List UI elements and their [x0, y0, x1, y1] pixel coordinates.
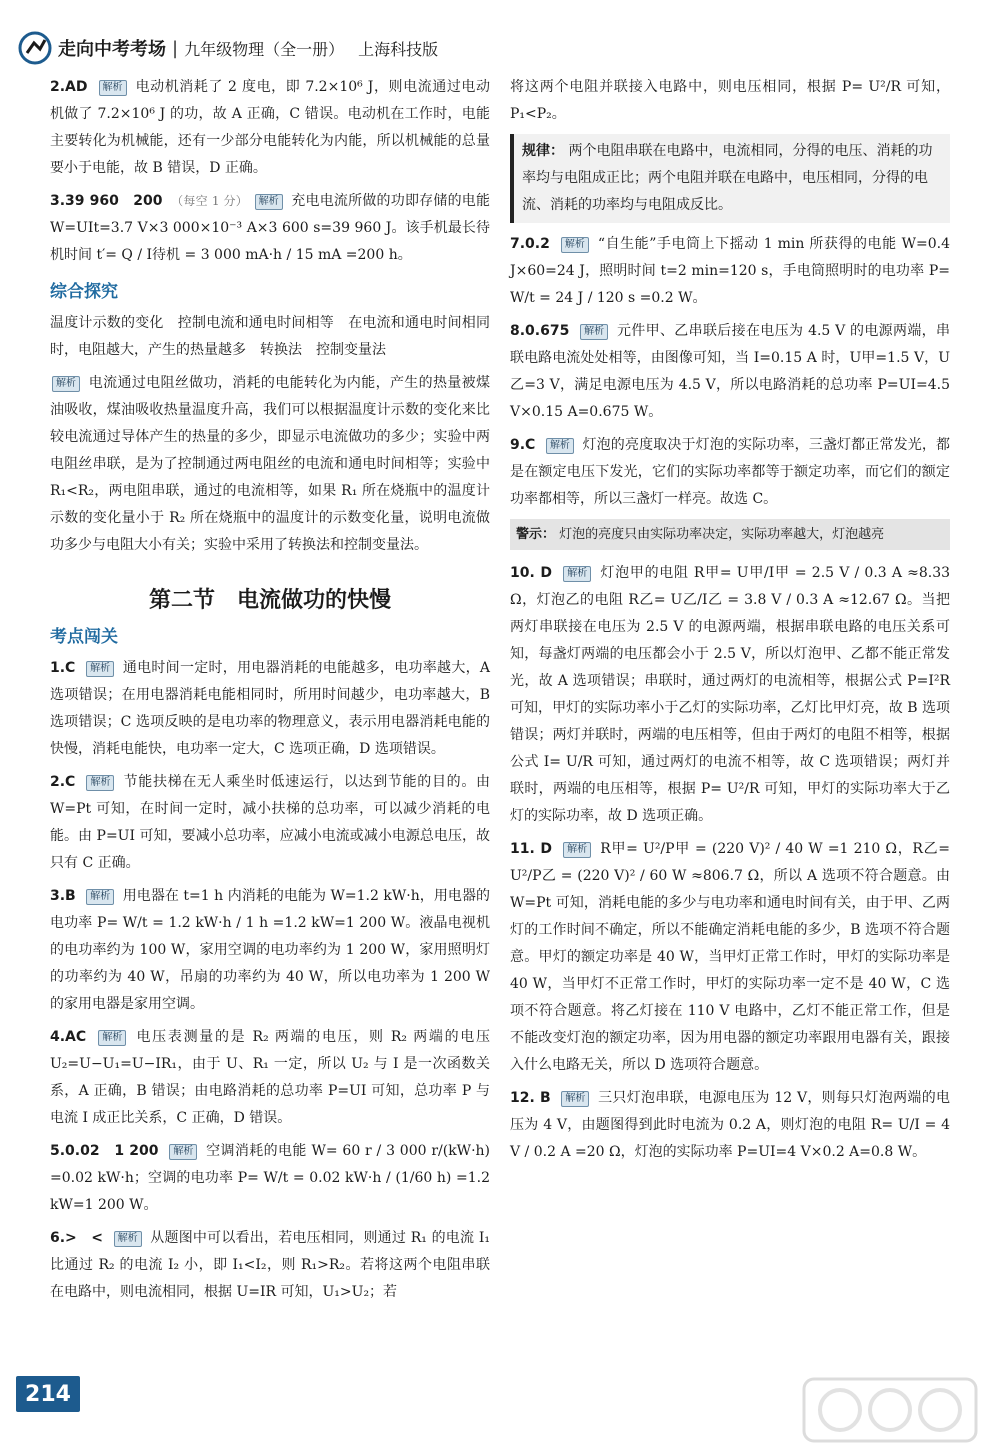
- answer-item: 10. D 解析 灯泡甲的电阻 R甲= U甲/I甲 = 2.5 V / 0.3 A ≈8.33 Ω，灯泡乙的电阻 R乙= U乙/I乙 = 3.8 V / 0.3 A ≈12.67 Ω。当把两灯串联接在电压为 2.5 V 的电源两端，根据串联电路的电压关系可知，每盏灯两端的电压都会小于 2.5 V，所以灯泡甲、乙都不能正常发光，故 A 选项错误；串联时，通过两灯的电流相等，根据公式 P=I²R 可知，甲灯的实际功率小于乙灯的实际功率，乙灯比甲灯亮，故 B 选项错误；两灯并联时，两端的电压相等，但由于两灯的电阻不相等，根据公式 I= U/R 可知，通过两灯的电流不相等，故 C 选项错误；两灯并联时，两端的电压相等，根据 P= U²/R 可知，甲灯的实际功率大于乙灯的实际功率，故 D 选项正确。: [510, 565, 951, 824]
- analysis-badge: 解析: [114, 1231, 142, 1247]
- analysis-badge: 解析: [98, 1030, 126, 1046]
- rule-box: [510, 134, 950, 223]
- analysis-badge: 解析: [255, 194, 283, 210]
- answer-item: 8.0.675 解析 元件甲、乙串联后接在电压为 4.5 V 的电源两端，串联电路电流处处相等，由图像可知，当 I=0.15 A 时，U甲=1.5 V，U乙=3 V，满足电源电压为 4.5 V，所以电路消耗的总功率 P=UI=4.5 V×0.15 A=0.675 W。: [510, 323, 951, 420]
- analysis-badge: 解析: [99, 80, 127, 96]
- analysis-badge: 解析: [86, 661, 114, 677]
- answer-item: 12. B 解析 三只灯泡串联，电源电压为 12 V，则每只灯泡两端的电压为 4 V，由题图得到此时电流为 0.2 A，则灯泡的电阻 R= U/I = 4 V / 0.2 A =20 Ω，灯泡的实际功率 P=UI=4 V×0.2 A=0.8 W。: [510, 1090, 950, 1160]
- warning-label: 警示：: [516, 527, 556, 542]
- header-separator: |: [172, 37, 179, 59]
- analysis-badge: 解析: [580, 324, 608, 340]
- analysis-badge: 解析: [169, 1144, 197, 1160]
- analysis-badge: 解析: [561, 1091, 589, 1107]
- analysis-badge: 解析: [546, 438, 574, 454]
- answer-item: 6.> < 解析 从题图中可以看出，若电压相同，则通过 R₁ 的电流 I₁ 比通过 R₂ 的电流 I₂ 小，即 I₁<I₂，则 R₁>R₂。若将这两个电阻串联在电路中，则电流相同，根据 U=IR 可知，U₁>U₂；若: [50, 1230, 491, 1300]
- answer-item: 3.39 960 200 （每空 1 分） 解析 充电电流所做的功即存储的电能 W=UIt=3.7 V×3 000×10⁻³ A×3 600 s=39 960 J。该手机最长待机时间 t′= Q / I待机 = 3 000 mA·h / 15 mA =200 h。: [50, 193, 491, 263]
- answer-item: 7.0.2 解析 “自生能”手电筒上下摇动 1 min 所获得的电能 W=0.4 J×60=24 J，照明时间 t=2 min=120 s，手电筒照明时的电功率 P= W/t = 24 J / 120 s =0.2 W。: [510, 236, 950, 306]
- chapter-title: 第二节 电流做功的快慢: [148, 588, 391, 613]
- publisher: 上海科技版: [358, 39, 439, 59]
- answer-item: 9.C 解析 灯泡的亮度取决于灯泡的实际功率，三盏灯都正常发光，都是在额定电压下发光，它们的实际功率都等于额定功率，而它们的额定功率都相等，所以三盏灯一样亮。故选 C。: [510, 437, 951, 507]
- explore-answer: 温度计示数的变化 控制电流和通电时间相等 在电流和通电时间相同时，电阻越大，产生的热量越多 转换法 控制变量法: [50, 315, 490, 358]
- analysis-badge: 解析: [86, 889, 114, 905]
- answer-item: 4.AC 解析 电压表测量的是 R₂ 两端的电压，则 R₂ 两端的电压 U₂=U−U₁=U−IR₁，由于 U、R₁ 一定，所以 U₂ 与 I 是一次函数关系，A 正确，B 错误；由电路消耗的总功率 P=UI 可知，总功率 P 与电流 I 成正比关系，C 正确，D 错误。: [50, 1029, 491, 1126]
- watermark-logo-icon: [800, 1375, 980, 1445]
- rule-label: 规律：: [522, 143, 564, 159]
- right-column: [510, 74, 950, 1172]
- analysis-badge: 解析: [563, 842, 591, 858]
- answer-item: 1.C 解析 通电时间一定时，用电器消耗的电能越多，电功率越大，A 选项错误；在用电器消耗电能相同时，所用时间越少，电功率越大，B 选项错误；C 选项反映的是电功率的物理意义，表示用电器消耗电能的快慢，消耗电能快，电功率一定大，C 选项正确，D 选项错误。: [50, 660, 490, 757]
- answer-item: 2.AD 解析 电动机消耗了 2 度电，即 7.2×10⁶ J，则电流通过电动机做了 7.2×10⁶ J 的功，故 A 正确，C 错误。电动机在工作时，电能主要转化为机械能，还有一少部分电能转化为内能，所以机械能的总量要小于电能，故 B 错误，D 正确。: [50, 79, 490, 176]
- analysis-badge: 解析: [563, 566, 591, 582]
- analysis-badge: 解析: [561, 237, 589, 253]
- book-title: 九年级物理（全一册）: [184, 39, 345, 59]
- runner-logo-icon: [18, 31, 52, 65]
- answer-item: 2.C 解析 节能扶梯在无人乘坐时低速运行，以达到节能的目的。由 W=Pt 可知，在时间一定时，减小扶梯的总功率，可以减少消耗的电能。由 P=UI 可知，要减小总功率，应减小电流或减小电源总电压，故只有 C 正确。: [50, 774, 491, 871]
- section-title: 综合探究: [50, 282, 118, 302]
- answer-item: 3.B 解析 用电器在 t=1 h 内消耗的电能为 W=1.2 kW·h，用电器的电功率 P= W/t = 1.2 kW·h / 1 h =1.2 kW=1 200 W。液晶电视机的电功率约为 100 W，家用空调的电功率约为 1 200 W，家用照明灯的功率约为 40 W，吊扇的功率约为 40 W，所以电功率为 1 200 W 的家用电器是家用空调。: [50, 888, 490, 1012]
- warning-text: 灯泡的亮度只由实际功率决定，实际功率越大，灯泡越亮: [559, 527, 885, 542]
- section-title: 考点闯关: [50, 627, 118, 647]
- rule-text: 两个电阻串联在电路中，电流相同，分得的电压、消耗的功率均与电阻成正比；两个电阻并联在电路中，电压相同，分得的电流、消耗的功率均与电阻成反比。: [522, 143, 933, 213]
- left-column: [50, 74, 490, 1312]
- answer-item: 11. D 解析 R甲= U²/P甲 = (220 V)² / 40 W =1 210 Ω，R乙= U²/P乙 = (220 V)² / 60 W ≈806.7 Ω，所以 A 选项不符合题意。由 W=Pt 可知，消耗电能的多少与电功率和通电时间有关，由于甲、乙两灯的工作时间不确定，所以不能确定消耗电能的多少，B 选项不符合题意。甲灯的额定功率是 40 W，当甲灯正常工作时，甲灯的实际功率是 40 W，当甲灯不正常工作时，甲灯的实际功率一定不是 40 W，C 选项不符合题意。将乙灯接在 110 V 电路中，乙灯不能正常工作，但是不能改变灯泡的额定功率，因为用电器的额定功率跟用电器有关，跟接入什么电路无关，所以 D 选项符合题意。: [510, 841, 951, 1073]
- brand-title: 走向中考考场: [58, 39, 166, 60]
- warning-box: [510, 519, 950, 550]
- analysis-badge: 解析: [52, 376, 80, 392]
- page-header: [18, 30, 978, 66]
- answer-continuation: 将这两个电阻并联接入电路中，则电压相同，根据 P= U²/R 可知，P₁<P₂。: [510, 79, 950, 122]
- answer-item: 5.0.02 1 200 解析 空调消耗的电能 W= 60 r / 3 000 r/(kW·h) =0.02 kW·h；空调的电功率 P= W/t = 0.02 kW·h / (1/60 h) =1.2 kW=1 200 W。: [50, 1143, 490, 1213]
- explore-analysis: 解析 电流通过电阻丝做功，消耗的电能转化为内能，产生的热量被煤油吸收，煤油吸收热量温度升高，我们可以根据温度计示数的变化来比较电流通过导体产生的热量的多少，即显示电流做功的多少；实验中两电阻丝串联，是为了控制通过两电阻丝的电流和通电时间相等；实验中 R₁<R₂，两电阻串联，通过的电流相等，如果 R₁ 所在烧瓶中的温度计示数的变化量小于 R₂ 所在烧瓶中的温度计的示数变化量，说明电流做功多少与电阻大小有关；实验中采用了转换法和控制变量法。: [50, 375, 491, 553]
- analysis-badge: 解析: [86, 775, 114, 791]
- page-number: 214: [16, 1376, 80, 1412]
